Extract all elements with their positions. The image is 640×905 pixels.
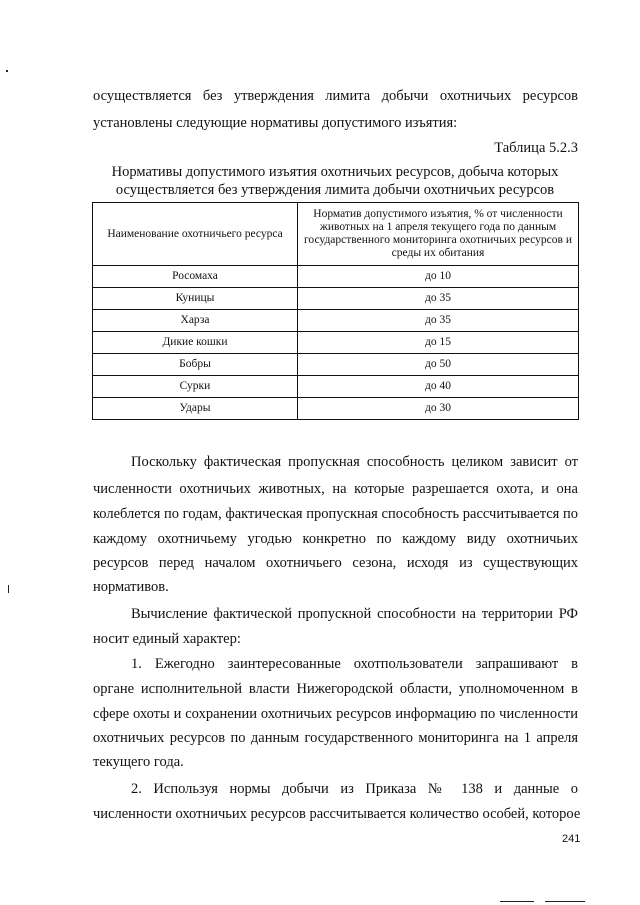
para1-line-3: колеблется по годам, фактическая пропускная способность рассчитывается по bbox=[93, 506, 578, 522]
para2-line-1: Вычисление фактической пропускной способности на территории РФ bbox=[131, 606, 578, 622]
normative-value-cell: до 10 bbox=[298, 266, 579, 288]
table-header-row bbox=[93, 203, 579, 266]
resource-name-cell: Харза bbox=[93, 310, 298, 332]
scan-speck bbox=[545, 901, 585, 902]
item1-line-1: 1. Ежегодно заинтересованные охотпользователи запрашивают в bbox=[131, 656, 578, 672]
para1-line-2: численности охотничьих животных, на которые разрешается охота, и она bbox=[93, 481, 578, 497]
resource-name-cell: Сурки bbox=[93, 376, 298, 398]
scan-speck bbox=[500, 901, 534, 902]
item2-line-2: численности охотничьих ресурсов рассчитывается количество особей, которое bbox=[93, 806, 581, 822]
intro-line-1: осуществляется без утверждения лимита добычи охотничьих ресурсов bbox=[93, 88, 578, 104]
resource-name-cell: Росомаха bbox=[93, 266, 298, 288]
normative-value-cell: до 50 bbox=[298, 354, 579, 376]
resource-name-cell: Дикие кошки bbox=[93, 332, 298, 354]
scan-speck bbox=[6, 70, 8, 72]
table-label: Таблица 5.2.3 bbox=[494, 140, 578, 156]
table-row bbox=[93, 266, 579, 288]
table-row bbox=[93, 288, 579, 310]
para1-line-5: ресурсов перед началом охотничьего сезона, исходя из существующих bbox=[93, 555, 578, 571]
normative-value-cell: до 35 bbox=[298, 310, 579, 332]
normatives-table bbox=[92, 202, 579, 420]
normative-value-cell: до 15 bbox=[298, 332, 579, 354]
table-row bbox=[93, 354, 579, 376]
column-header-normative: Норматив допустимого изъятия, % от численности животных на 1 апреля текущего года по данным государственного мониторинга охотничьих ресурсов и среды их обитания bbox=[298, 203, 579, 266]
para1-line-6: нормативов. bbox=[93, 579, 169, 595]
resource-name-cell: Удары bbox=[93, 398, 298, 420]
item1-line-2: органе исполнительной власти Нижегородской области, уполномоченном в bbox=[93, 681, 578, 697]
normative-value-cell: до 30 bbox=[298, 398, 579, 420]
intro-line-2: установлены следующие нормативы допустимого изъятия: bbox=[93, 115, 458, 131]
table-title-line-2: осуществляется без утверждения лимита добычи охотничьих ресурсов bbox=[115, 182, 555, 198]
normative-value-cell: до 35 bbox=[298, 288, 579, 310]
item1-line-3: сфере охоты и сохранении охотничьих ресурсов информацию по численности bbox=[93, 706, 578, 722]
item1-line-5: текущего года. bbox=[93, 754, 184, 770]
resource-name-cell: Бобры bbox=[93, 354, 298, 376]
resource-name-cell: Куницы bbox=[93, 288, 298, 310]
item2-line-1: 2. Используя нормы добычи из Приказа № 138 и данные о bbox=[131, 781, 578, 797]
para1-line-1: Поскольку фактическая пропускная способность целиком зависит от bbox=[131, 454, 578, 470]
page-number: 241 bbox=[562, 833, 581, 845]
table-row bbox=[93, 310, 579, 332]
table-row bbox=[93, 376, 579, 398]
table-title-line-1: Нормативы допустимого изъятия охотничьих ресурсов, добыча которых bbox=[111, 164, 559, 180]
para1-line-4: каждому охотничьему угодью конкретно по каждому виду охотничьих bbox=[93, 531, 578, 547]
column-header-resource: Наименование охотничьего ресурса bbox=[93, 203, 298, 266]
scan-speck bbox=[8, 585, 9, 593]
item1-line-4: охотничьих ресурсов по данным государственного мониторинга на 1 апреля bbox=[93, 730, 578, 746]
normative-value-cell: до 40 bbox=[298, 376, 579, 398]
para2-line-2: носит единый характер: bbox=[93, 631, 241, 647]
table-row bbox=[93, 398, 579, 420]
table-row bbox=[93, 332, 579, 354]
